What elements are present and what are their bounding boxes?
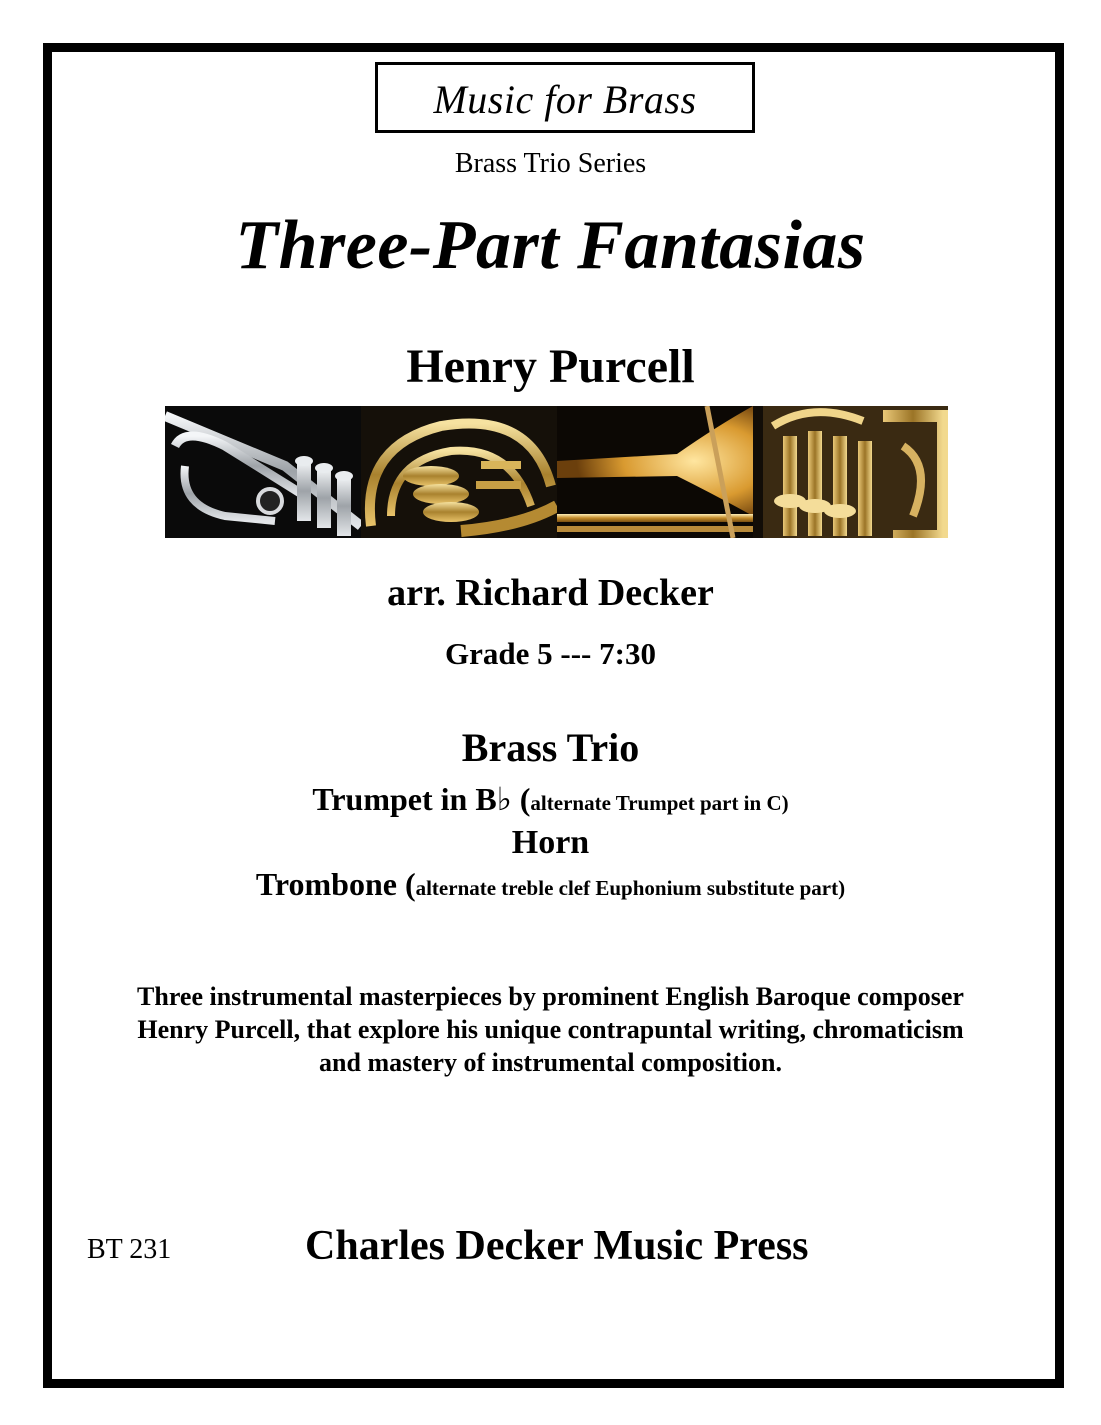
- series-logo-box: [375, 62, 755, 133]
- part-name: Trumpet in B♭: [312, 781, 512, 817]
- page-title: Three-Part Fantasias: [235, 207, 866, 284]
- subseries-label: Brass Trio Series: [454, 148, 647, 179]
- description-line: Henry Purcell, that explore his unique contrapuntal writing, chromaticism: [137, 1015, 964, 1044]
- instrument-photo-banner: [165, 406, 948, 538]
- trombone-slide-photo-icon: [557, 406, 753, 538]
- description-line: and mastery of instrumental composition.: [319, 1048, 782, 1077]
- series-logo-text: Music for Brass: [433, 77, 697, 122]
- description: [0, 980, 1101, 1079]
- trumpet-valves-photo-icon: [165, 406, 361, 538]
- publisher-name: Charles Decker Music Press: [305, 1223, 809, 1269]
- part-line-horn: [0, 822, 1101, 864]
- tuba-valves-photo-icon: [753, 406, 948, 538]
- arranger-credit: arr. Richard Decker: [387, 572, 714, 614]
- grade-duration: Grade 5 --- 7:30: [445, 636, 656, 671]
- part-name: Horn: [511, 824, 590, 861]
- part-note: alternate treble clef Euphonium substitute part: [415, 876, 839, 900]
- horn-valves-photo-icon: [361, 406, 557, 538]
- part-note: alternate Trumpet part in C: [530, 791, 782, 815]
- composer-name: Henry Purcell: [406, 340, 695, 393]
- ensemble-heading: Brass Trio: [461, 725, 640, 770]
- catalog-number: BT 231: [87, 1234, 172, 1265]
- part-line-trombone: Trombone (alternate treble clef Euphonium substitute part): [255, 866, 846, 902]
- description-line: Three instrumental masterpieces by prominent English Baroque composer: [137, 982, 964, 1011]
- part-name: Trombone: [255, 866, 397, 902]
- part-line-trumpet: Trumpet in B♭ (alternate Trumpet part in C): [312, 781, 789, 817]
